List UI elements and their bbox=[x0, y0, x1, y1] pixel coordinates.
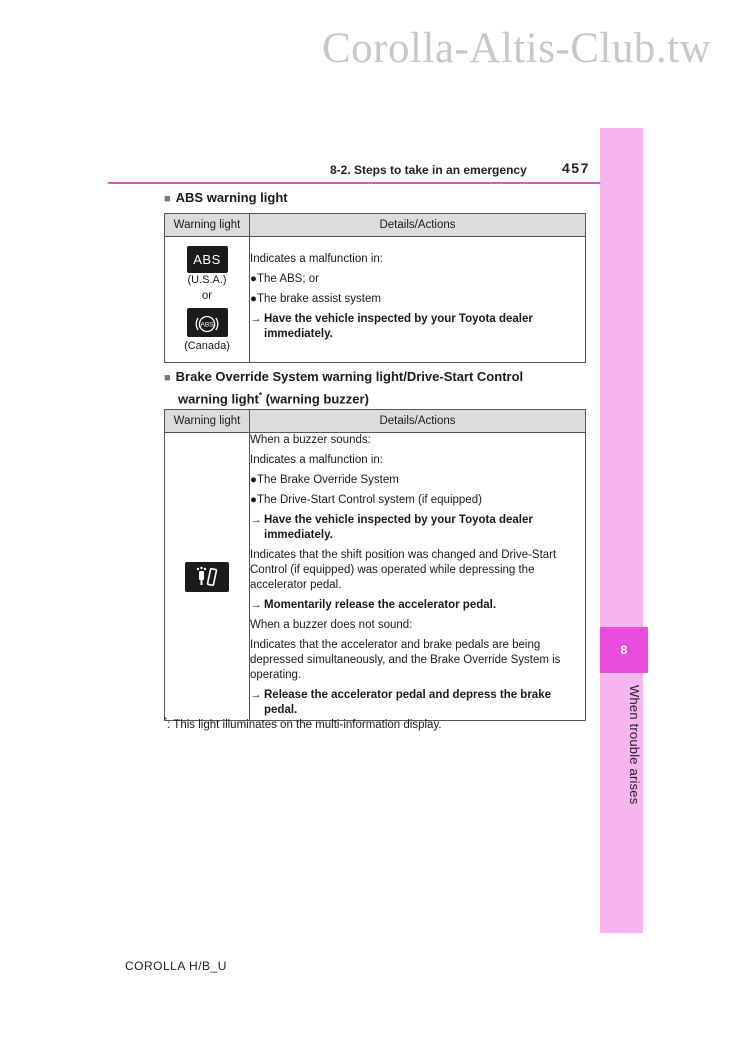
column-header-details: Details/Actions bbox=[250, 410, 586, 433]
abs-details-cell bbox=[250, 237, 586, 363]
brake-override-heading: ■ Brake Override System warning light/Drive-Start Control warning light* (warning buzzer) bbox=[164, 369, 524, 407]
pedals-text: Indicates that the accelerator and brake pedals are being depressed simultaneously, and the Brake Override System is operating. bbox=[250, 639, 561, 681]
abs-warning-icon: ABS bbox=[187, 246, 228, 273]
abs-warning-table bbox=[164, 213, 586, 363]
pedal-warning-icon bbox=[185, 562, 229, 592]
arrow-icon: → bbox=[250, 689, 262, 701]
footnote-marker: * bbox=[258, 391, 263, 400]
abs-action: → Have the vehicle inspected by your Toyota dealer immediately. bbox=[250, 313, 533, 340]
arrow-icon: → bbox=[250, 313, 262, 325]
no-buzzer-label: When a buzzer does not sound: bbox=[250, 619, 413, 631]
footnote: *: This light illuminates on the multi-information display. bbox=[164, 716, 442, 731]
or-label: or bbox=[201, 290, 213, 302]
brake-icon-cell bbox=[165, 433, 250, 721]
column-header-warning-light: Warning light bbox=[165, 214, 250, 237]
square-icon: ■ bbox=[164, 193, 171, 205]
list-item: ●The Drive-Start Control system (if equipped) bbox=[250, 494, 482, 506]
bullet-icon: ● bbox=[250, 474, 257, 486]
list-item: ●The Brake Override System bbox=[250, 474, 399, 486]
brake-details-cell bbox=[250, 433, 586, 721]
page-number: 457 bbox=[562, 160, 590, 176]
column-header-details: Details/Actions bbox=[250, 214, 586, 237]
canada-label: (Canada) bbox=[184, 340, 230, 352]
shift-position-text: Indicates that the shift position was changed and Drive-Start Control (if equipped) was operated while depressing the accelerator pedal. bbox=[250, 549, 557, 591]
chapter-number-tab[interactable]: 8 bbox=[600, 627, 648, 673]
square-icon: ■ bbox=[164, 372, 171, 384]
column-header-warning-light: Warning light bbox=[165, 410, 250, 433]
brake-action-release: → Momentarily release the accelerator pedal. bbox=[250, 599, 497, 611]
section-title: 8-2. Steps to take in an emergency bbox=[330, 163, 527, 177]
brake-action-inspect: → Have the vehicle inspected by your Toyota dealer immediately. bbox=[250, 514, 533, 541]
abs-circle-warning-icon bbox=[187, 308, 228, 337]
list-item: ●The ABS; or bbox=[250, 273, 319, 285]
footer-model: COROLLA H/B_U bbox=[125, 959, 227, 973]
abs-malfunction-intro: Indicates a malfunction in: bbox=[250, 253, 383, 265]
bullet-icon: ● bbox=[250, 293, 257, 305]
arrow-icon: → bbox=[250, 514, 262, 526]
usa-label: (U.S.A.) bbox=[187, 274, 227, 286]
header-divider bbox=[108, 182, 600, 184]
side-tab bbox=[600, 128, 643, 933]
watermark: Corolla-Altis-Club.tw bbox=[322, 25, 712, 72]
list-item: ●The brake assist system bbox=[250, 293, 381, 305]
arrow-icon: → bbox=[250, 599, 262, 611]
abs-icon-text: (ABS) bbox=[198, 321, 216, 329]
abs-icon-cell bbox=[165, 237, 250, 363]
buzzer-sounds-label: When a buzzer sounds: bbox=[250, 434, 371, 446]
brake-malfunction-intro: Indicates a malfunction in: bbox=[250, 454, 383, 466]
brake-override-table bbox=[164, 409, 586, 721]
chapter-label: When trouble arises bbox=[627, 685, 642, 805]
abs-heading: ■ ABS warning light bbox=[164, 190, 288, 205]
bullet-icon: ● bbox=[250, 494, 257, 506]
bullet-icon: ● bbox=[250, 273, 257, 285]
brake-action-depress: → Release the accelerator pedal and depress the brake pedal. bbox=[250, 689, 551, 716]
